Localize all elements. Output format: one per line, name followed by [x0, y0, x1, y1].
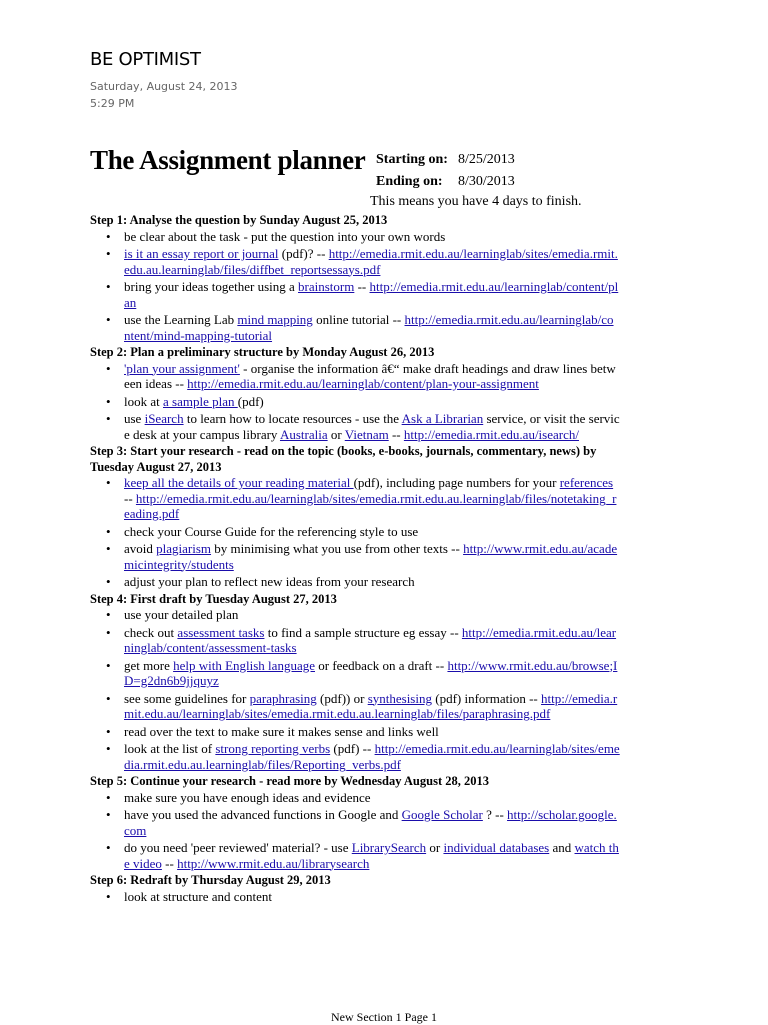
hyperlink[interactable]: brainstorm — [298, 279, 355, 294]
hyperlink[interactable]: http://emedia.rmit.edu.au/learninglab/sites/emedia.rmit.edu.au.learninglab/files/Reporting_verbs.pdf — [124, 741, 620, 772]
hyperlink[interactable]: Google Scholar — [401, 807, 483, 822]
list-item — [124, 394, 620, 410]
hyperlink[interactable]: plagiarism — [156, 541, 212, 556]
hyperlink[interactable]: http://www.rmit.edu.au/librarysearch — [177, 855, 370, 871]
list-item — [124, 724, 620, 740]
hyperlink[interactable]: a sample plan — [163, 393, 238, 409]
list-item — [124, 691, 620, 722]
list-item — [124, 279, 620, 310]
item-text: online tutorial -- — [312, 312, 405, 327]
item-text: (pdf) -- — [330, 741, 375, 756]
hyperlink[interactable]: http://emedia.rmit.edu.au/learninglab/content/mind-mapping-tutorial — [124, 312, 614, 343]
item-text: - organise the information â€“ make draft headings and draw lines between ideas -- — [124, 360, 616, 391]
hyperlink[interactable]: Vietnam — [344, 426, 389, 442]
step-list — [90, 889, 620, 905]
hyperlink[interactable]: http://scholar.google.com — [124, 807, 617, 838]
hyperlink[interactable]: 'plan your assignment' — [124, 360, 240, 376]
item-text: look at structure and content — [124, 888, 273, 904]
list-item — [124, 312, 620, 343]
hyperlink[interactable]: http://www.rmit.edu.au/browse;ID=g2dn6b9jjquyz — [124, 657, 618, 688]
item-text: look at the list of — [124, 741, 216, 756]
item-text: use — [124, 411, 145, 426]
list-item — [124, 411, 620, 442]
steps-content — [90, 213, 620, 906]
starting-value: 8/25/2013 — [458, 152, 515, 167]
item-text: -- — [388, 426, 404, 442]
item-text: ? -- — [482, 807, 508, 822]
step-list — [90, 229, 620, 344]
step-list — [90, 361, 620, 443]
list-item — [124, 840, 620, 871]
item-text: -- — [124, 490, 136, 506]
hyperlink[interactable]: help with English language — [173, 657, 315, 673]
item-text: (pdf)) or — [316, 690, 368, 706]
hyperlink[interactable]: http://emedia.rmit.edu.au/learninglab/sites/emedia.rmit.edu.au.learninglab/files/diffbet_reportsessays.pdf — [124, 246, 618, 277]
hyperlink[interactable]: is it an essay report or journal — [124, 246, 279, 261]
list-item — [124, 607, 620, 623]
item-text: and — [549, 840, 575, 855]
list-item — [124, 741, 620, 772]
hyperlink[interactable]: paraphrasing — [249, 690, 317, 706]
item-text: look at — [124, 393, 163, 409]
item-text: see some guidelines for — [124, 690, 250, 706]
list-item — [124, 790, 620, 806]
hyperlink[interactable]: individual databases — [443, 840, 550, 855]
list-item — [124, 246, 620, 277]
item-text: by minimising what you use from other texts -- — [211, 541, 464, 556]
hyperlink[interactable]: http://emedia.rmit.edu.au/learninglab/content/plan — [124, 279, 619, 310]
list-item — [124, 361, 620, 392]
item-text: make sure you have enough ideas and evidence — [124, 789, 371, 805]
list-item — [124, 574, 620, 590]
page-time: 5:29 PM — [90, 97, 135, 110]
list-item — [124, 475, 620, 522]
hyperlink[interactable]: mind mapping — [237, 312, 313, 327]
list-item — [124, 658, 620, 689]
hyperlink[interactable]: Ask a Librarian — [401, 411, 484, 426]
item-text: or — [327, 426, 345, 442]
hyperlink[interactable]: references — [559, 475, 614, 490]
item-text: bring your ideas together using a — [124, 279, 299, 294]
hyperlink[interactable]: http://www.rmit.edu.au/academicintegrity/students — [124, 541, 618, 572]
item-text: (pdf)? -- — [278, 246, 329, 261]
step-list — [90, 475, 620, 590]
item-text: -- — [161, 855, 178, 871]
item-text: -- — [354, 279, 370, 294]
list-item — [124, 541, 620, 572]
list-item — [124, 889, 620, 905]
hyperlink[interactable]: LibrarySearch — [351, 840, 427, 855]
hyperlink[interactable]: http://emedia.rmit.edu.au/learninglab/content/plan-your-assignment — [187, 376, 539, 391]
step-heading: Step 5: Continue your research - read more by Wednesday August 28, 2013 — [90, 774, 489, 788]
page-date: Saturday, August 24, 2013 — [90, 80, 238, 93]
list-item — [124, 625, 620, 656]
ending-label: Ending on: — [376, 174, 443, 189]
hyperlink[interactable]: keep all the details of your reading material — [124, 475, 354, 490]
hyperlink[interactable]: http://emedia.rmit.edu.au/learninglab/sites/emedia.rmit.edu.au.learninglab/files/notetaking_reading.pdf — [124, 490, 617, 521]
item-text: (pdf) information -- — [431, 690, 542, 706]
page-footer: New Section 1 Page 1 — [331, 1010, 437, 1024]
list-item — [124, 229, 620, 245]
step-heading: Step 6: Redraft by Thursday August 29, 2013 — [90, 873, 331, 887]
hyperlink[interactable]: http://emedia.rmit.edu.au/isearch/ — [403, 426, 579, 442]
starting-label: Starting on: — [376, 152, 448, 167]
step-list — [90, 607, 620, 772]
item-text: read over the text to make sure it makes sense and links well — [124, 723, 439, 739]
item-text: check out — [124, 624, 178, 640]
hyperlink[interactable]: assessment tasks — [177, 624, 265, 640]
item-text: get more — [124, 657, 174, 673]
list-item — [124, 807, 620, 838]
item-text: or — [426, 840, 444, 855]
hyperlink[interactable]: strong reporting verbs — [215, 741, 331, 756]
document-title: The Assignment planner — [90, 145, 366, 175]
ending-value: 8/30/2013 — [458, 174, 515, 189]
item-text: do you need 'peer reviewed' material? - use — [124, 840, 352, 855]
item-text: service, or visit the service desk at your campus library — [124, 411, 620, 442]
item-text: have you used the advanced functions in Google and — [124, 807, 402, 822]
item-text: be clear about the task - put the question into your own words — [124, 228, 446, 244]
item-text: adjust your plan to reflect new ideas from your research — [124, 574, 415, 589]
step-heading: Step 3: Start your research - read on the topic (books, e-books, journals, commentary, news) by Tuesday August 27, 2013 — [90, 444, 597, 474]
step-heading: Step 4: First draft by Tuesday August 27, 2013 — [90, 591, 337, 606]
item-text: avoid — [124, 541, 157, 556]
notebook-title: BE OPTIMIST — [90, 49, 201, 70]
hyperlink[interactable]: Australia — [279, 426, 328, 442]
item-text: (pdf) — [237, 393, 264, 409]
list-item — [124, 524, 620, 540]
item-text: use the Learning Lab — [124, 312, 238, 327]
item-text: to learn how to locate resources - use the — [183, 411, 402, 426]
days-summary: This means you have 4 days to finish. — [370, 194, 582, 209]
item-text: to find a sample structure eg essay -- — [264, 624, 462, 640]
hyperlink[interactable]: watch the video — [124, 840, 619, 871]
item-text: or feedback on a draft -- — [314, 657, 448, 673]
hyperlink[interactable]: http://emedia.rmit.edu.au/learninglab/content/assessment-tasks — [124, 624, 617, 655]
step-heading: Step 1: Analyse the question by Sunday August 25, 2013 — [90, 213, 388, 227]
hyperlink[interactable]: http://emedia.rmit.edu.au/learninglab/sites/emedia.rmit.edu.au.learninglab/files/paraphrasing.pdf — [124, 690, 618, 721]
item-text: check your Course Guide for the referencing style to use — [124, 523, 419, 539]
item-text: (pdf), including page numbers for your — [353, 475, 560, 490]
hyperlink[interactable]: iSearch — [144, 411, 184, 426]
hyperlink[interactable]: synthesising — [367, 690, 432, 706]
step-heading: Step 2: Plan a preliminary structure by Monday August 26, 2013 — [90, 345, 435, 359]
item-text: use your detailed plan — [124, 607, 239, 622]
step-list — [90, 790, 620, 872]
